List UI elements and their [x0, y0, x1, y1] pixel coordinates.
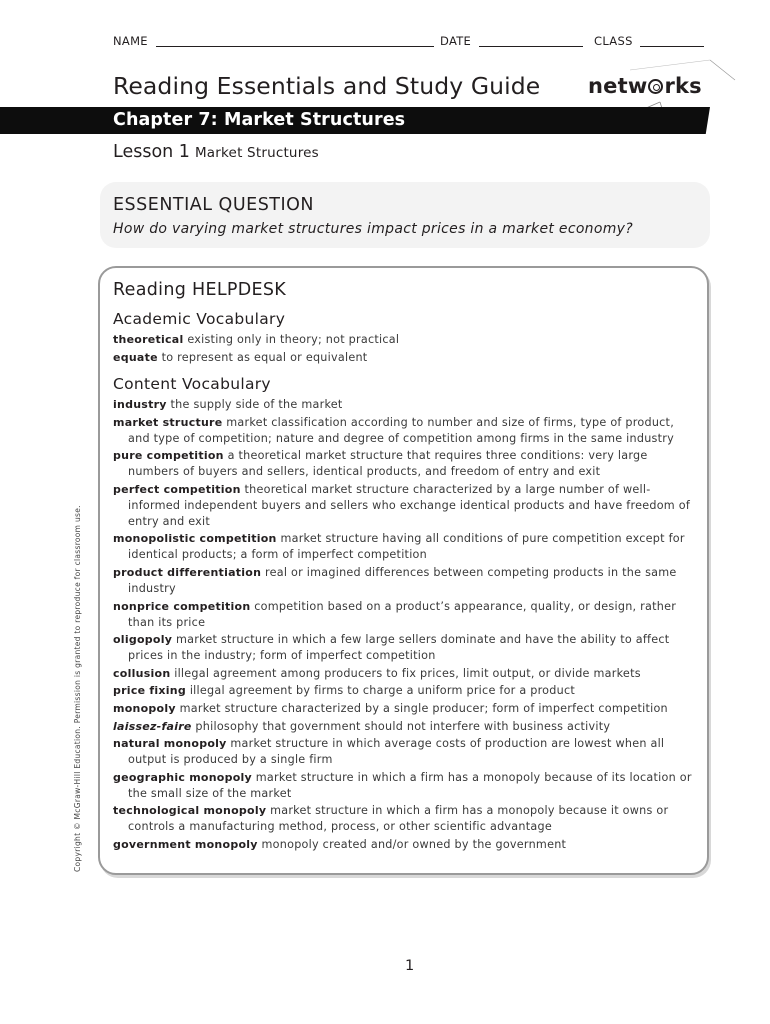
vocab-entry [113, 565, 698, 597]
name-field[interactable] [156, 46, 434, 47]
vocab-definition: a theoretical market structure that requires three conditions: very large numbers of buyers and sellers, identical products, and freedom of entry and exit [128, 449, 648, 479]
lesson-heading [113, 142, 319, 162]
vocab-term: natural monopoly [113, 737, 227, 751]
vocab-definition: the supply side of the market [170, 398, 343, 411]
vocab-definition: market structure in which a firm has a monopoly because of its location or the small size of the market [128, 770, 692, 800]
vocab-entry [113, 770, 698, 802]
vocab-term: theoretical [113, 333, 184, 346]
essential-question-heading: ESSENTIAL QUESTION [113, 195, 315, 215]
content-vocabulary-heading: Content Vocabulary [113, 375, 271, 393]
vocab-definition: real or imagined differences between competing products in the same industry [128, 565, 677, 595]
helpdesk-title: Reading HELPDESK [113, 280, 287, 300]
vocab-term: equate [113, 350, 158, 364]
chapter-title: Chapter 7: Market Structures [113, 110, 406, 130]
vocab-entry [113, 531, 698, 563]
vocab-entry [113, 448, 698, 480]
vocab-definition: theoretical market structure characterized by a large number of well-informed independent buyers and sellers who exchange identical products and have freedom of entry and exit [128, 482, 691, 528]
vocab-term: pure competition [113, 449, 224, 463]
vocab-entry [113, 683, 698, 699]
academic-vocabulary-list [113, 332, 698, 367]
copyright-note: Copyright © McGraw-Hill Education. Permission is granted to reproduce for classroom use. [73, 505, 82, 872]
vocab-definition: illegal agreement by firms to charge a uniform price for a product [189, 684, 576, 698]
vocab-entry [113, 736, 698, 768]
vocab-entry [113, 397, 698, 413]
content-vocabulary-list [113, 397, 698, 855]
name-label: NAME [113, 34, 148, 48]
vocab-term: monopolistic competition [113, 532, 277, 546]
vocab-definition: market structure in which average costs of production are lowest when all output is produced by a single firm [128, 737, 665, 767]
vocab-entry [113, 332, 698, 348]
vocab-definition: market structure characterized by a single producer; form of imperfect competition [179, 701, 668, 715]
vocab-entry [113, 482, 698, 530]
logo-text-start: netw [588, 74, 648, 98]
vocab-term: market structure [113, 415, 223, 429]
vocab-definition: market structure in which a few large sellers dominate and have the ability to affect prices in the industry; form of imperfect competition [128, 633, 670, 663]
vocab-term: perfect competition [113, 482, 241, 496]
vocab-definition: market classification according to number and size of firms, type of product, and type of competition; nature and degree of competition among firms in the same industry [128, 415, 674, 445]
vocab-term: price fixing [113, 684, 187, 698]
vocab-entry [113, 632, 698, 664]
vocab-definition: illegal agreement among producers to fix prices, limit output, or divide markets [174, 666, 641, 680]
networks-logo [588, 74, 702, 98]
vocab-definition: market structure in which a firm has a monopoly because it owns or controls a manufacturing method, process, or other scientific advantage [128, 804, 669, 834]
lesson-number: Lesson 1 [113, 142, 190, 162]
vocab-term: oligopoly [113, 633, 173, 647]
vocab-definition: competition based on a product’s appearance, quality, or design, rather than its price [128, 599, 677, 629]
vocab-term: geographic monopoly [113, 770, 252, 784]
page-number: 1 [405, 958, 415, 974]
vocab-definition: existing only in theory; not practical [187, 333, 400, 346]
vocab-term: collusion [113, 666, 171, 680]
vocab-definition: to represent as equal or equivalent [161, 350, 368, 364]
class-label: CLASS [594, 34, 633, 48]
academic-vocabulary-heading: Academic Vocabulary [113, 310, 286, 328]
vocab-term: laissez-faire [113, 719, 192, 733]
vocab-entry [113, 719, 698, 735]
vocab-term: industry [113, 398, 167, 411]
logo-ring-icon [648, 79, 663, 94]
vocab-entry [113, 701, 698, 717]
vocab-entry [113, 837, 698, 853]
vocab-term: product differentiation [113, 565, 262, 579]
vocab-entry [113, 666, 698, 682]
vocab-term: nonprice competition [113, 599, 251, 613]
lesson-name: Market Structures [194, 145, 319, 161]
vocab-entry [113, 599, 698, 631]
vocab-term: monopoly [113, 701, 176, 715]
vocab-entry [113, 803, 698, 835]
vocab-entry [113, 415, 698, 447]
vocab-term: technological monopoly [113, 804, 267, 818]
vocab-definition: market structure having all conditions of pure competition except for identical products; a form of imperfect competition [128, 532, 685, 562]
vocab-term: government monopoly [113, 837, 258, 851]
vocab-definition: philosophy that government should not interfere with business activity [195, 719, 611, 733]
essential-question-text: How do varying market structures impact prices in a market economy? [113, 221, 633, 237]
guide-title: Reading Essentials and Study Guide [113, 72, 541, 100]
date-label: DATE [440, 34, 472, 48]
logo-text-end: rks [664, 74, 702, 98]
vocab-entry [113, 350, 698, 366]
essential-question-box [100, 182, 710, 248]
vocab-definition: monopoly created and/or owned by the government [261, 837, 567, 851]
